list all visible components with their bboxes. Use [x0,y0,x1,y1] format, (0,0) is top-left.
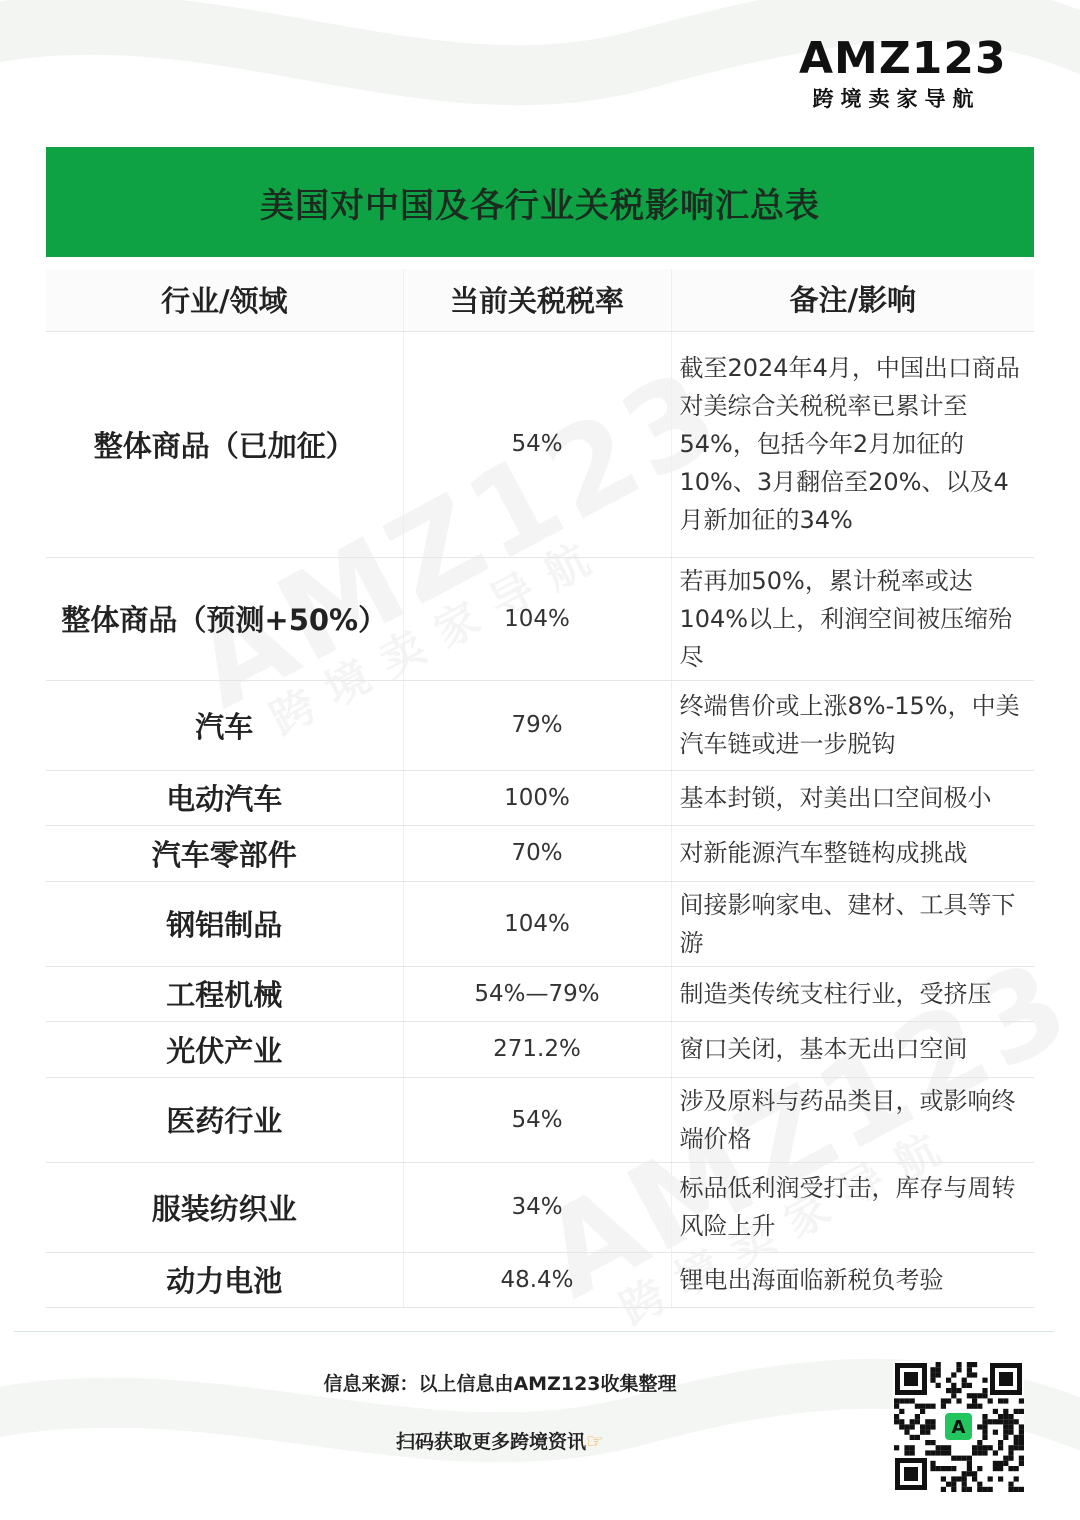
industry-cell: 汽车零部件 [46,825,403,881]
svg-text:A: A [951,1417,966,1438]
table-row [46,680,1034,770]
note-cell: 截至2024年4月，中国出口商品对美综合关税税率已累计至54%，包括今年2月加征的10%、3月翻倍至20%、以及4月新加征的34% [671,331,1034,557]
footer-divider [14,1331,1054,1332]
brand-logo [799,33,1007,112]
industry-cell: 汽车 [46,680,403,770]
note-cell: 标品低利润受打击，库存与周转风险上升 [671,1162,1034,1252]
table-row [46,770,1034,825]
table-row [46,1077,1034,1162]
table-row [46,825,1034,881]
header-rate: 当前关税税率 [403,269,671,331]
rate-cell: 54% [403,331,671,557]
industry-cell: 服装纺织业 [46,1162,403,1252]
pointing-hand-icon: ☞ [586,1429,604,1453]
header-industry: 行业/领域 [46,269,403,331]
industry-cell: 工程机械 [46,966,403,1021]
table-row [46,881,1034,966]
rate-cell: 54%—79% [403,966,671,1021]
footer-source-text: 信息来源：以上信息由AMZ123收集整理 [323,1373,677,1395]
industry-cell: 电动汽车 [46,770,403,825]
note-cell: 窗口关闭，基本无出口空间 [671,1021,1034,1077]
table-row [46,331,1034,557]
table-row [46,557,1034,680]
rate-cell: 271.2% [403,1021,671,1077]
qr-code[interactable] [893,1361,1024,1492]
footer-scan-text: 扫码获取更多跨境资讯 [396,1431,587,1453]
note-cell: 终端售价或上涨8%-15%，中美汽车链或进一步脱钩 [671,680,1034,770]
tariff-table [46,269,1034,1308]
rate-cell: 100% [403,770,671,825]
table-row [46,966,1034,1021]
industry-cell: 医药行业 [46,1077,403,1162]
title-bar [46,147,1034,257]
logo-wordmark: AMZ123 [799,33,1007,84]
logo-tagline: 跨境卖家导航 [812,87,981,111]
table-header-row [46,269,1034,331]
table-row [46,1162,1034,1252]
rate-cell: 48.4% [403,1252,671,1307]
rate-cell: 104% [403,881,671,966]
industry-cell: 钢铝制品 [46,881,403,966]
table-row [46,1021,1034,1077]
table-row [46,1252,1034,1307]
note-cell: 基本封锁，对美出口空间极小 [671,770,1034,825]
page-title: 美国对中国及各行业关税影响汇总表 [260,185,820,226]
rate-cell: 79% [403,680,671,770]
rate-cell: 104% [403,557,671,680]
note-cell: 涉及原料与药品类目，或影响终端价格 [671,1077,1034,1162]
rate-cell: 70% [403,825,671,881]
header-note: 备注/影响 [671,269,1034,331]
note-cell: 制造类传统支柱行业，受挤压 [671,966,1034,1021]
industry-cell: 动力电池 [46,1252,403,1307]
industry-cell: 整体商品（已加征） [46,331,403,557]
industry-cell: 光伏产业 [46,1021,403,1077]
industry-cell: 整体商品（预测+50%） [46,557,403,680]
note-cell: 若再加50%，累计税率或达104%以上，利润空间被压缩殆尽 [671,557,1034,680]
note-cell: 间接影响家电、建材、工具等下游 [671,881,1034,966]
note-cell: 对新能源汽车整链构成挑战 [671,825,1034,881]
rate-cell: 34% [403,1162,671,1252]
note-cell: 锂电出海面临新税负考验 [671,1252,1034,1307]
rate-cell: 54% [403,1077,671,1162]
